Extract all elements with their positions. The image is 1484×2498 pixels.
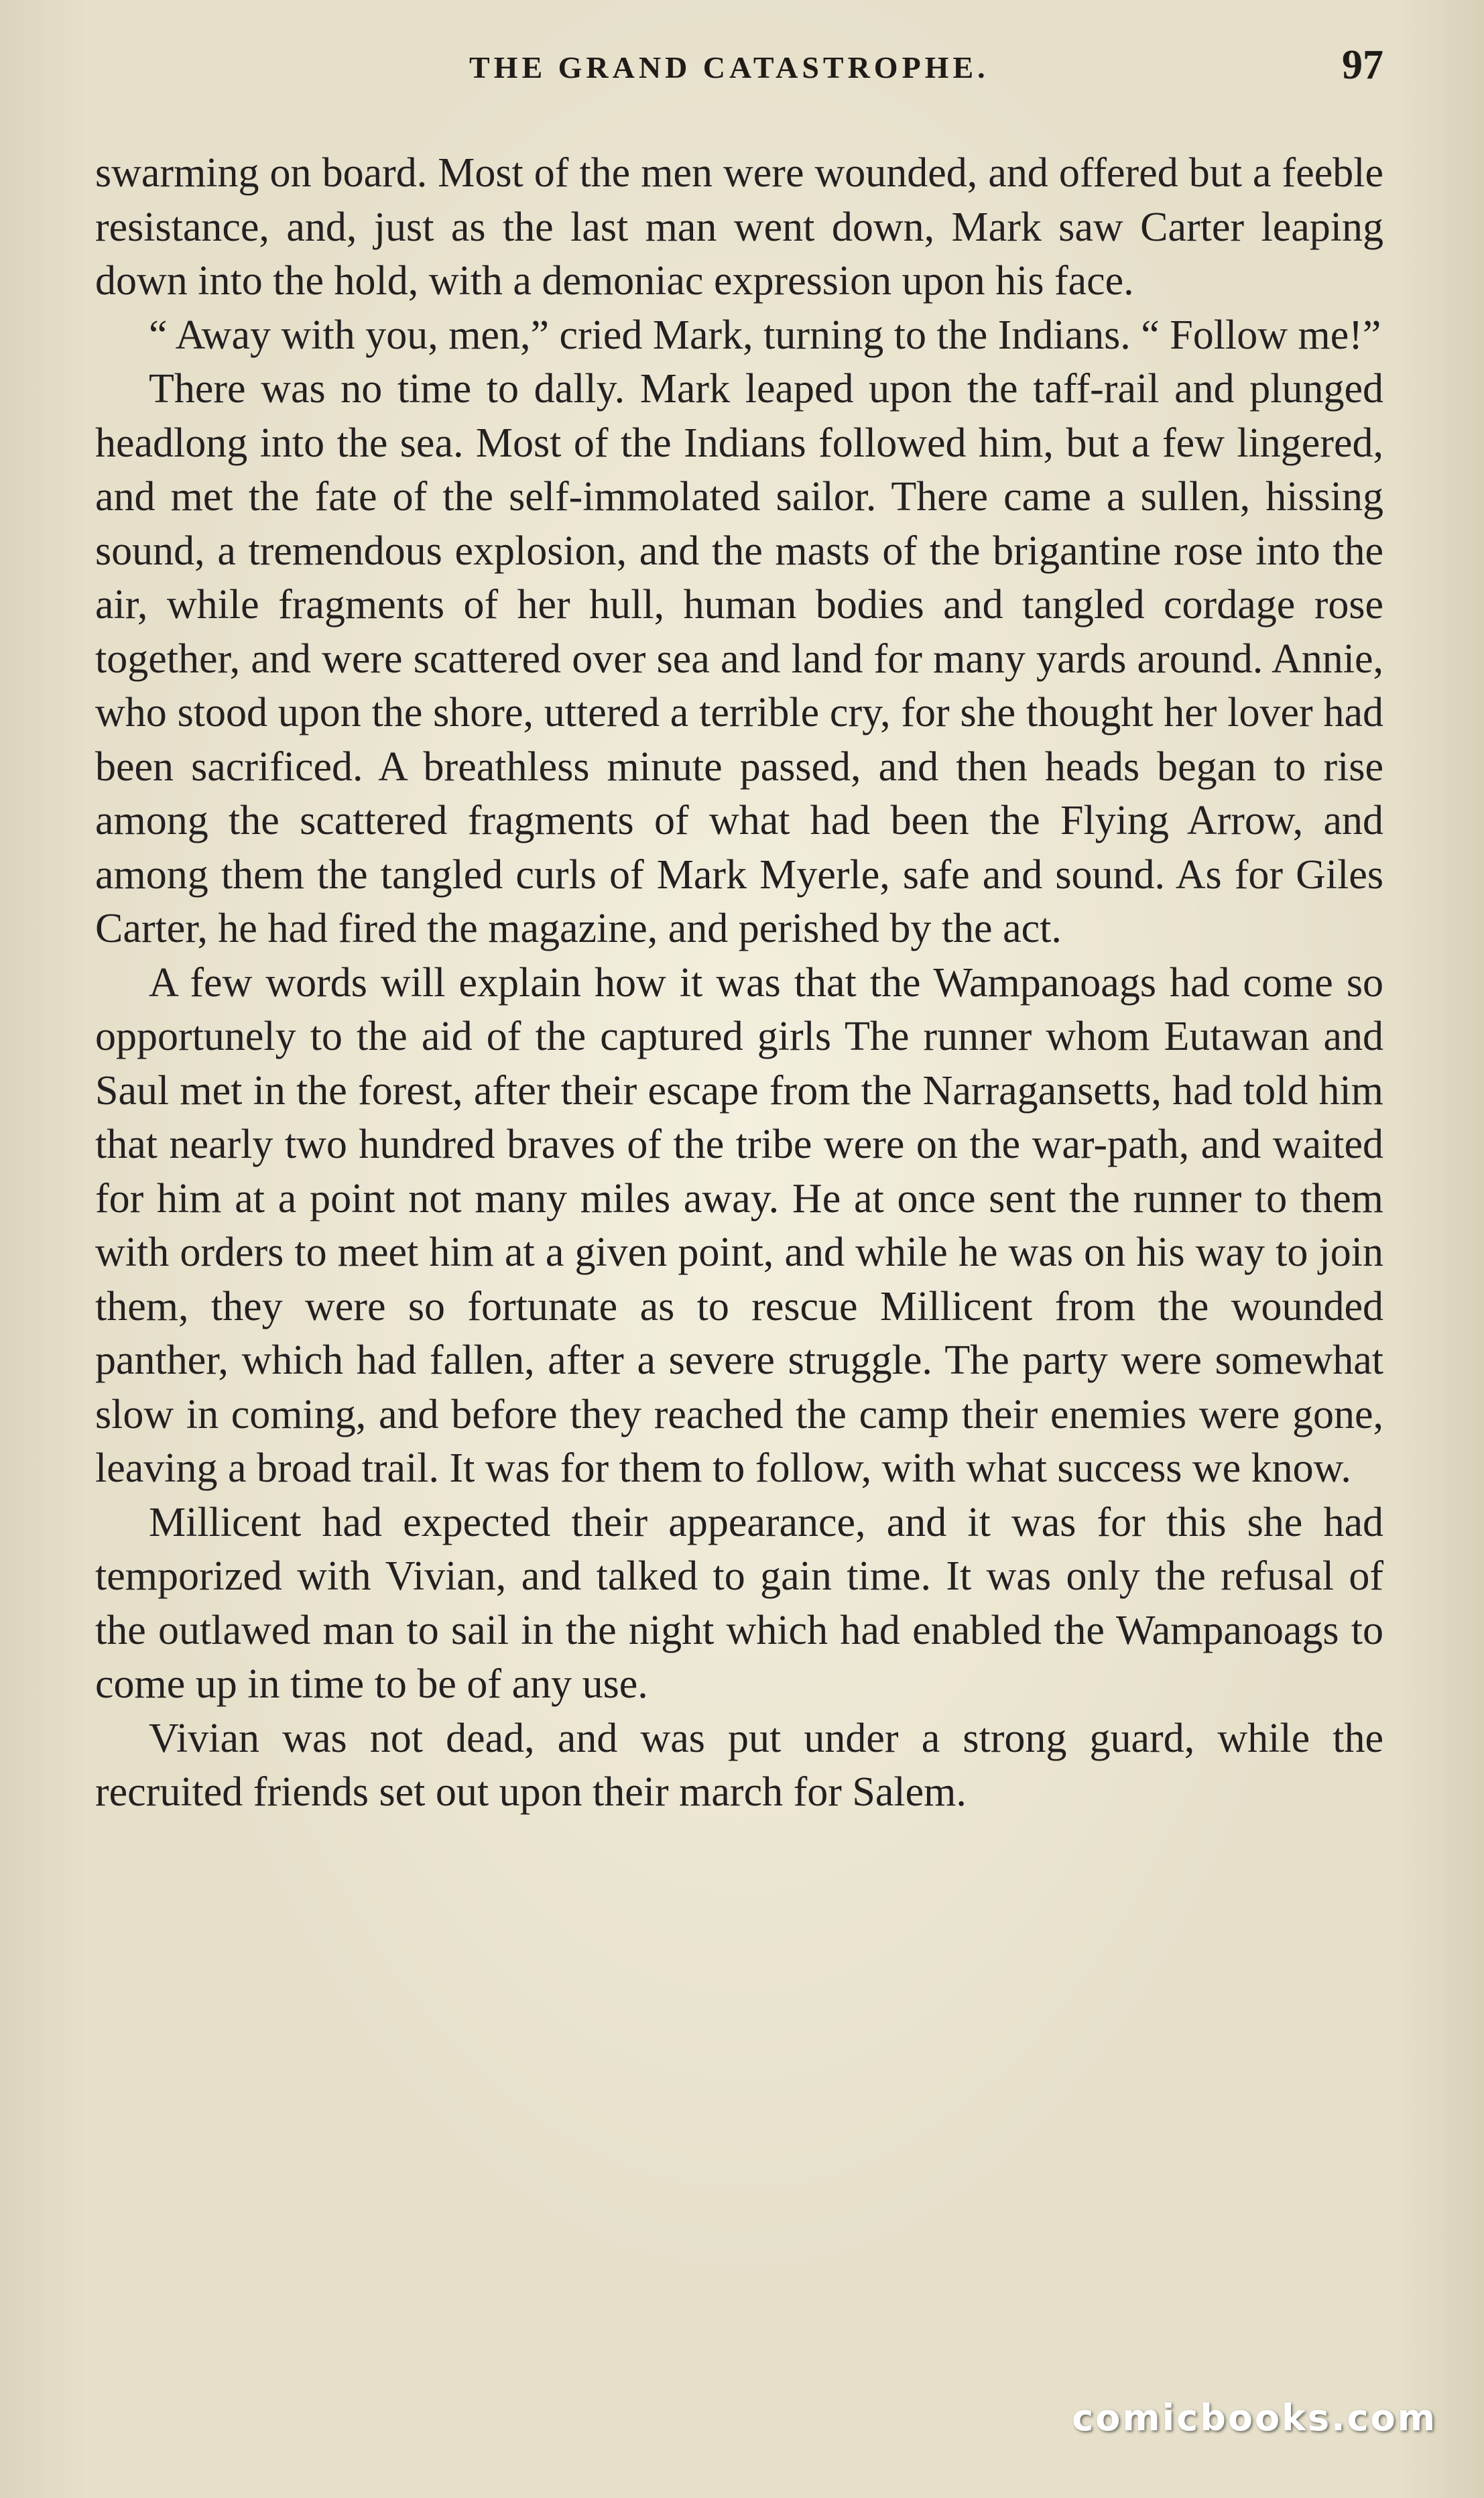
page-number: 97 — [1342, 42, 1383, 88]
paragraph-5: Millicent had expected their appearance, and it was for this she had temporized with Vivian, and talked to gain time. It was only the refusal of the outlawed man to sail in the night which had enabled the Wampanoags to come up in time to be of any use. — [95, 1499, 1383, 1707]
running-head: THE GRAND CATASTROPHE. — [469, 50, 989, 84]
page-header — [94, 42, 1383, 122]
body-text — [95, 146, 1383, 1820]
paragraph-4: A few words will explain how it was that the Wampanoags had come so opportunely to the aid of the captured girls The runner whom Eutawan and Saul met in the forest, after their escape from the Narragansetts, had told him that nearly two hundred braves of the tribe were on the war-path, and waited for him at a point not many miles away. He at once sent the runner to them with orders to meet him at a given point, and while he was on his way to join them, they were so fortunate as to rescue Millicent from the wounded panther, which had fallen, after a severe struggle. The party were somewhat slow in coming, and before they reached the camp their enemies were gone, leaving a broad trail. It was for them to follow, with what success we know. — [95, 959, 1383, 1491]
paragraph-1: swarming on board. Most of the men were wounded, and offered but a feeble resistance, and, just as the last man went down, Mark saw Carter leaping down into the hold, with a demoniac expression upon his face. — [95, 150, 1383, 304]
paragraph-2: “ Away with you, men,” cried Mark, turning to the Indians. “ Follow me!” — [149, 312, 1381, 358]
watermark: comicbooks.com — [1072, 2397, 1437, 2439]
paragraph-3: There was no time to dally. Mark leaped upon the taff-rail and plunged headlong into the sea. Most of the Indians followed him, but a few lingered, and met the fate of the self-immolated sailor. There came a sullen, hissing sound, a tremendous explosion, and the masts of the brigantine rose into the air, while fragments of her hull, human bodies and tangled cordage rose together, and were scattered over sea and land for many yards around. Annie, who stood upon the shore, uttered a terrible cry, for she thought her lover had been sacrificed. A breathless minute passed, and then heads began to rise among the scattered fragments of what had been the Flying Arrow, and among them the tangled curls of Mark Myerle, safe and sound. As for Giles Carter, he had fired the magazine, and perished by the act. — [95, 366, 1383, 951]
paragraph-6: Vivian was not dead, and was put under a strong guard, while the recruited friends set out upon their march for Salem. — [95, 1715, 1383, 1815]
